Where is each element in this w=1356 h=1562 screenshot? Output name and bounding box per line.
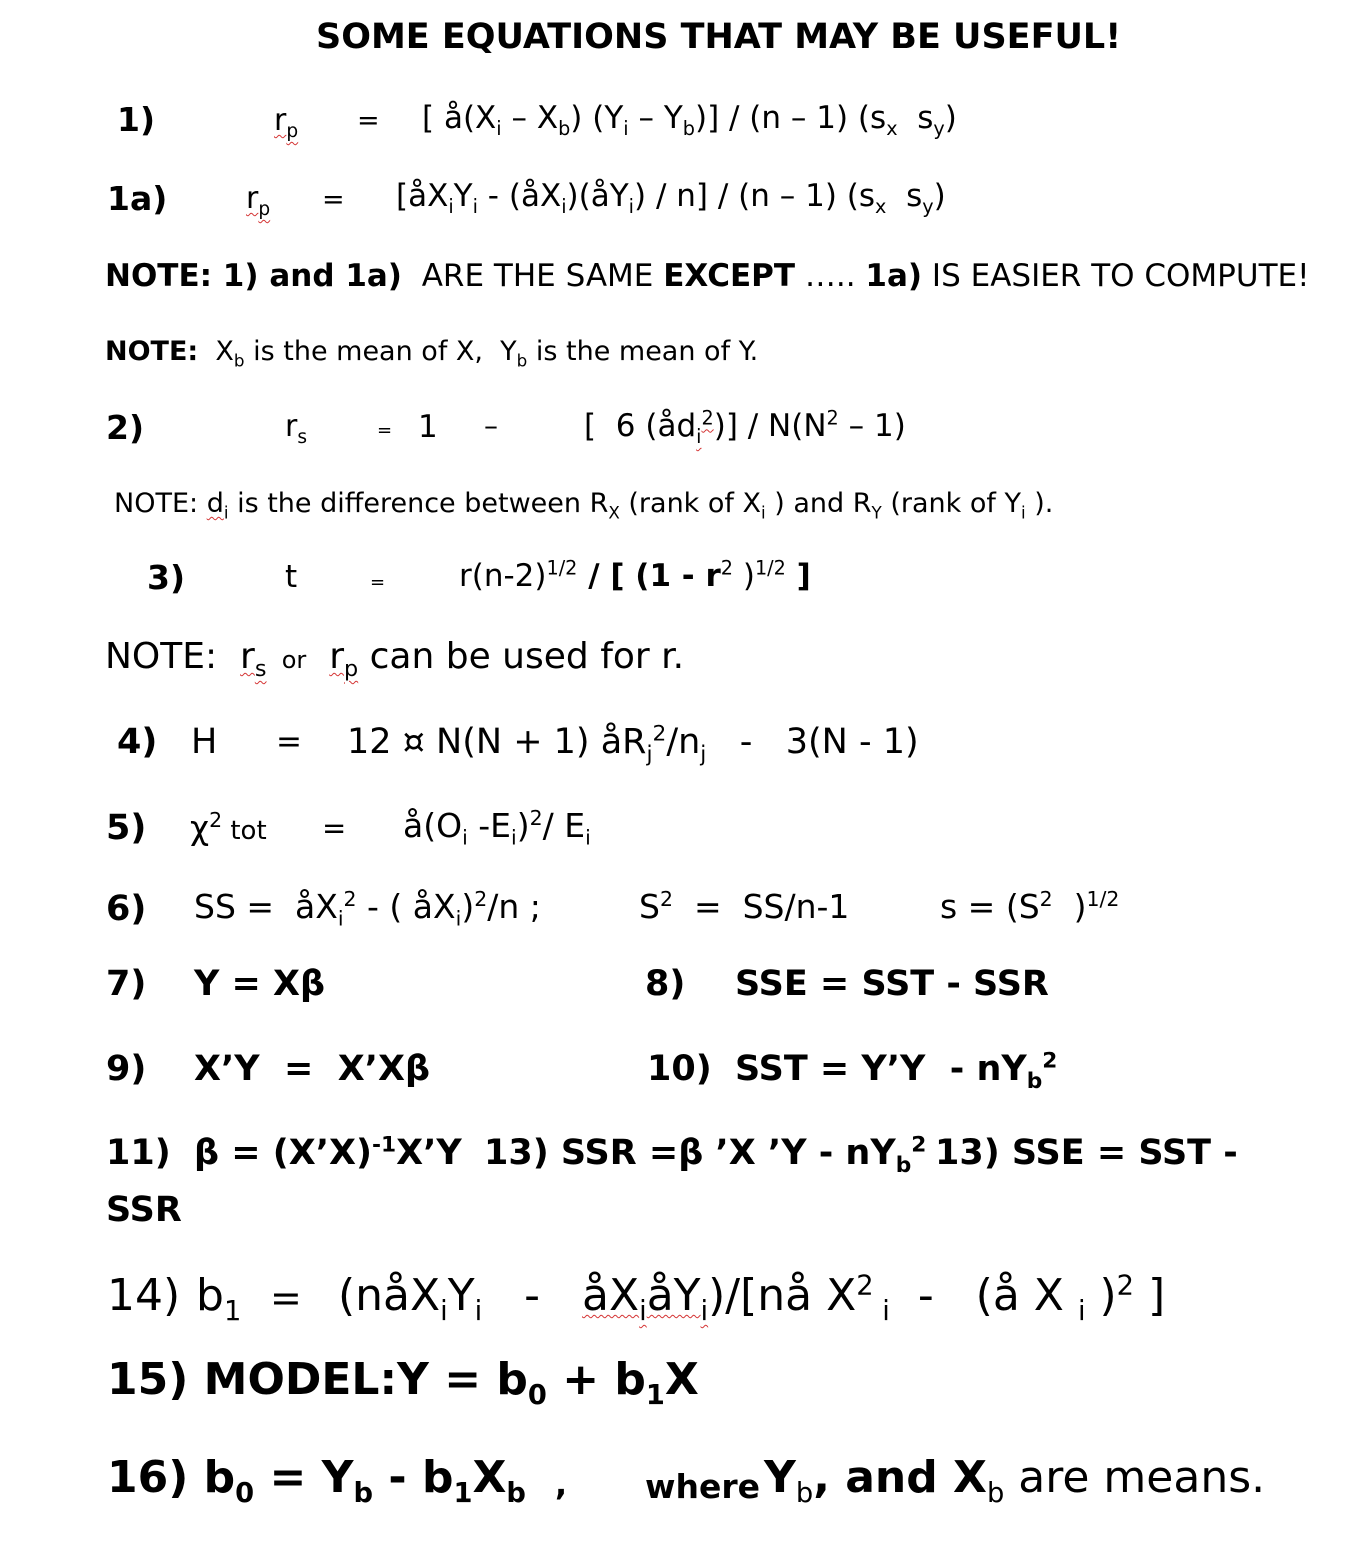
eq11-expr: β = (X’X)$^{-1}$X’Y [194, 1132, 462, 1173]
eq6-variance: $S^2 = SS/n-1$ [639, 887, 850, 926]
eq1a-equals: = [322, 184, 345, 215]
note-same-except: NOTE: 1) and 1a) ARE THE SAME EXCEPT ….. 1a) IS EASIER TO COMPUTE! [105, 258, 1310, 294]
eq1a-lhs: $r_p$ [246, 181, 271, 220]
eq6-sd: $s = (S^2$ )$^{1/2}$ [940, 887, 1120, 926]
eq14-number: 14) [107, 1270, 181, 1321]
eq13-ssr: 13) SSR =β ’X ’Y - $nY_b^2$ [484, 1132, 927, 1178]
eq8-expr: SSE = SST - SSR [735, 964, 1049, 1004]
eq4-lhs: H [191, 722, 218, 762]
eq6-number: 6) [106, 889, 147, 929]
eq1a-number: 1a) [107, 179, 168, 218]
eq16-where: where [645, 1467, 761, 1506]
eq2-equals: = [377, 420, 393, 441]
eq16-intercept: 16) $b_0 = Y_b - b_1X_b$ [107, 1452, 526, 1509]
eq13-sse: 13) SSE = SST - [935, 1133, 1238, 1173]
eq6-ss: SS = $åX_i^2$ - ( $åX_i)^2/n$ ; [194, 887, 541, 931]
eq13-sse-wrap: SSR [106, 1190, 182, 1230]
eq10-expr: SST = Y’Y - $nY_b^2$ [735, 1048, 1058, 1094]
eq15-model: 15) MODEL:Y = $b_0 + b_1X$ [107, 1354, 699, 1411]
eq10-number: 10) [647, 1049, 712, 1089]
eq2-one: 1 [418, 409, 438, 445]
eq1-number: 1) [117, 100, 156, 139]
eq16-comma: , [555, 1465, 568, 1503]
eq1-lhs: $r_p$ [274, 103, 299, 142]
eq5-equals: = [322, 811, 347, 845]
note-r-choice: NOTE: $r_s$ or $r_p$ can be used for r. [105, 636, 685, 683]
eq14-lhs: $b_1$ [196, 1270, 242, 1327]
page-title: SOME EQUATIONS THAT MAY BE USEFUL! [316, 17, 1122, 57]
eq3-rhs: $r(n-2)^{1/2}$ / [ ($1 - r^2$ )$^{1/2}$ ] [459, 556, 811, 594]
eq1-rhs: [ $å(X_i - X_b)$ $(Y_i - Y_b)] / (n - 1)$ ($s_x$ $s_y$) [422, 100, 957, 141]
eq2-rhs: [ 6 $(åd_i^2)] / N(N^2 - 1)$ [584, 406, 906, 449]
eq5-rhs: $å(O_i$ $-E_i)^2/$ $E_i$ [403, 806, 591, 850]
note-rank-difference: NOTE: $d_i$ is the difference between $R_X$ (rank of $X_i$ ) and $R_Y$ (rank of $Y_i$ ). [114, 488, 1054, 523]
eq2-lhs: $r_s$ [285, 409, 308, 448]
eq2-minus: – [484, 409, 498, 442]
eq7-number: 7) [106, 964, 147, 1004]
eq4-equals: = [276, 724, 302, 760]
eq14-equals: = [270, 1276, 302, 1320]
eq4-rhs: 12 ¤ N(N + 1) $åR_j^2/n_j - 3(N - 1)$ [347, 721, 919, 767]
note-means: NOTE: $X_b$ is the mean of X, $Y_b$ is the mean of Y. [105, 336, 759, 371]
eq9-number: 9) [106, 1049, 147, 1089]
eq3-equals: = [370, 572, 386, 593]
eq3-number: 3) [147, 558, 186, 597]
eq3-lhs: t [285, 559, 298, 595]
eq16-means-note: $Y_b$, and $X_b$ are means. [764, 1452, 1266, 1509]
eq14-rhs: ($nåX_iY_i$ - $åX_iåY_i)/[nå$ $X^2$ $_i$ - (å X $_i$ )$^2$ ] [338, 1270, 1166, 1327]
eq2-number: 2) [106, 408, 145, 447]
eq5-number: 5) [106, 808, 147, 848]
eq7-expr: Y = Xβ [194, 964, 326, 1004]
eq9-expr: X’Y = X’Xβ [194, 1049, 431, 1089]
eq4-number: 4) [117, 722, 158, 762]
eq1a-rhs: [$åX_iY_i$ - $(åX_i)(åY_i) / n] / (n - 1)$ ($s_x$ $s_y$) [396, 178, 946, 219]
eq5-lhs: $\chi^2$ tot [190, 808, 267, 847]
eq8-number: 8) [645, 964, 686, 1004]
eq1-equals: = [357, 105, 380, 136]
eq11-number: 11) [106, 1133, 171, 1173]
